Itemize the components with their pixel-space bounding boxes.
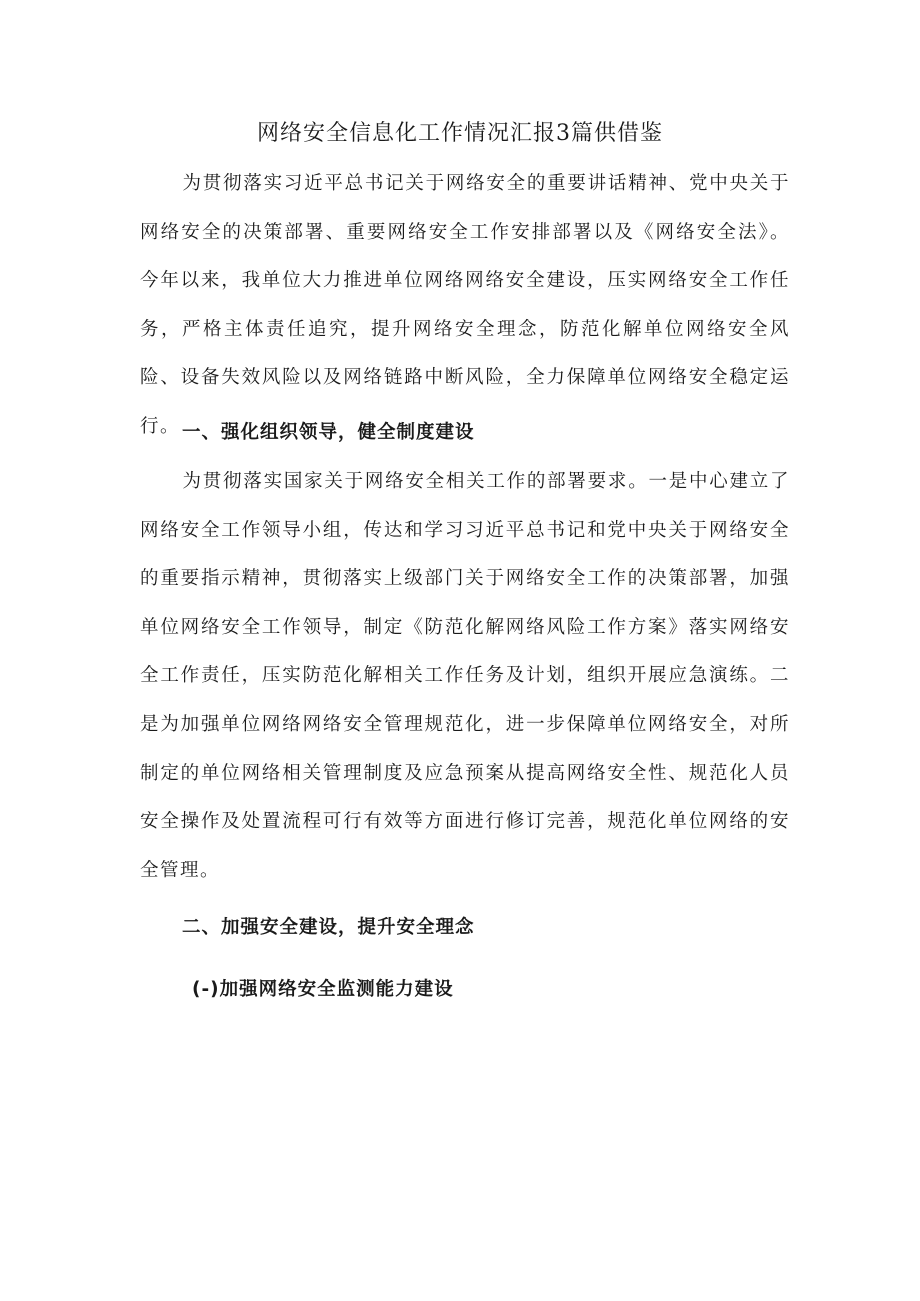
document-title: 网络安全信息化工作情况汇报3篇供借鉴 xyxy=(257,121,663,146)
section-heading-1: 一、强化组织领导，健全制度建设 xyxy=(182,422,475,443)
section-heading-2: 二、加强安全建设，提升安全理念 xyxy=(182,917,475,938)
intro-paragraph: 为贯彻落实习近平总书记关于网络安全的重要讲话精神、党中央关于网络安全的决策部署、重要网络安全工作安排部署以及《网络安全法》。今年以来，我单位大力推进单位网络网络安全建设，压实网络安全工作任务，严格主体责任追究，提升网络安全理念，防范化解单位网络安全风险、设备失效风险以及网络链路中断风险，全力保障单位网络安全稳定运行。 xyxy=(140,173,790,437)
subsection-heading: (-)加强网络安全监测能力建设 xyxy=(192,979,454,1000)
section-1-paragraph: 为贯彻落实国家关于网络安全相关工作的部署要求。一是中心建立了网络安全工作领导小组，传达和学习习近平总书记和党中央关于网络安全的重要指示精神，贯彻落实上级部门关于网络安全工作的决策部署，加强单位网络安全工作领导，制定《防范化解网络风险工作方案》落实网络安全工作责任，压实防范化解相关工作任务及计划，组织开展应急演练。二是为加强单位网络网络安全管理规范化，进一步保障单位网络安全，对所制定的单位网络相关管理制度及应急预案从提高网络安全性、规范化人员安全操作及处置流程可行有效等方面进行修订完善，规范化单位网络的安全管理。 xyxy=(140,471,790,881)
